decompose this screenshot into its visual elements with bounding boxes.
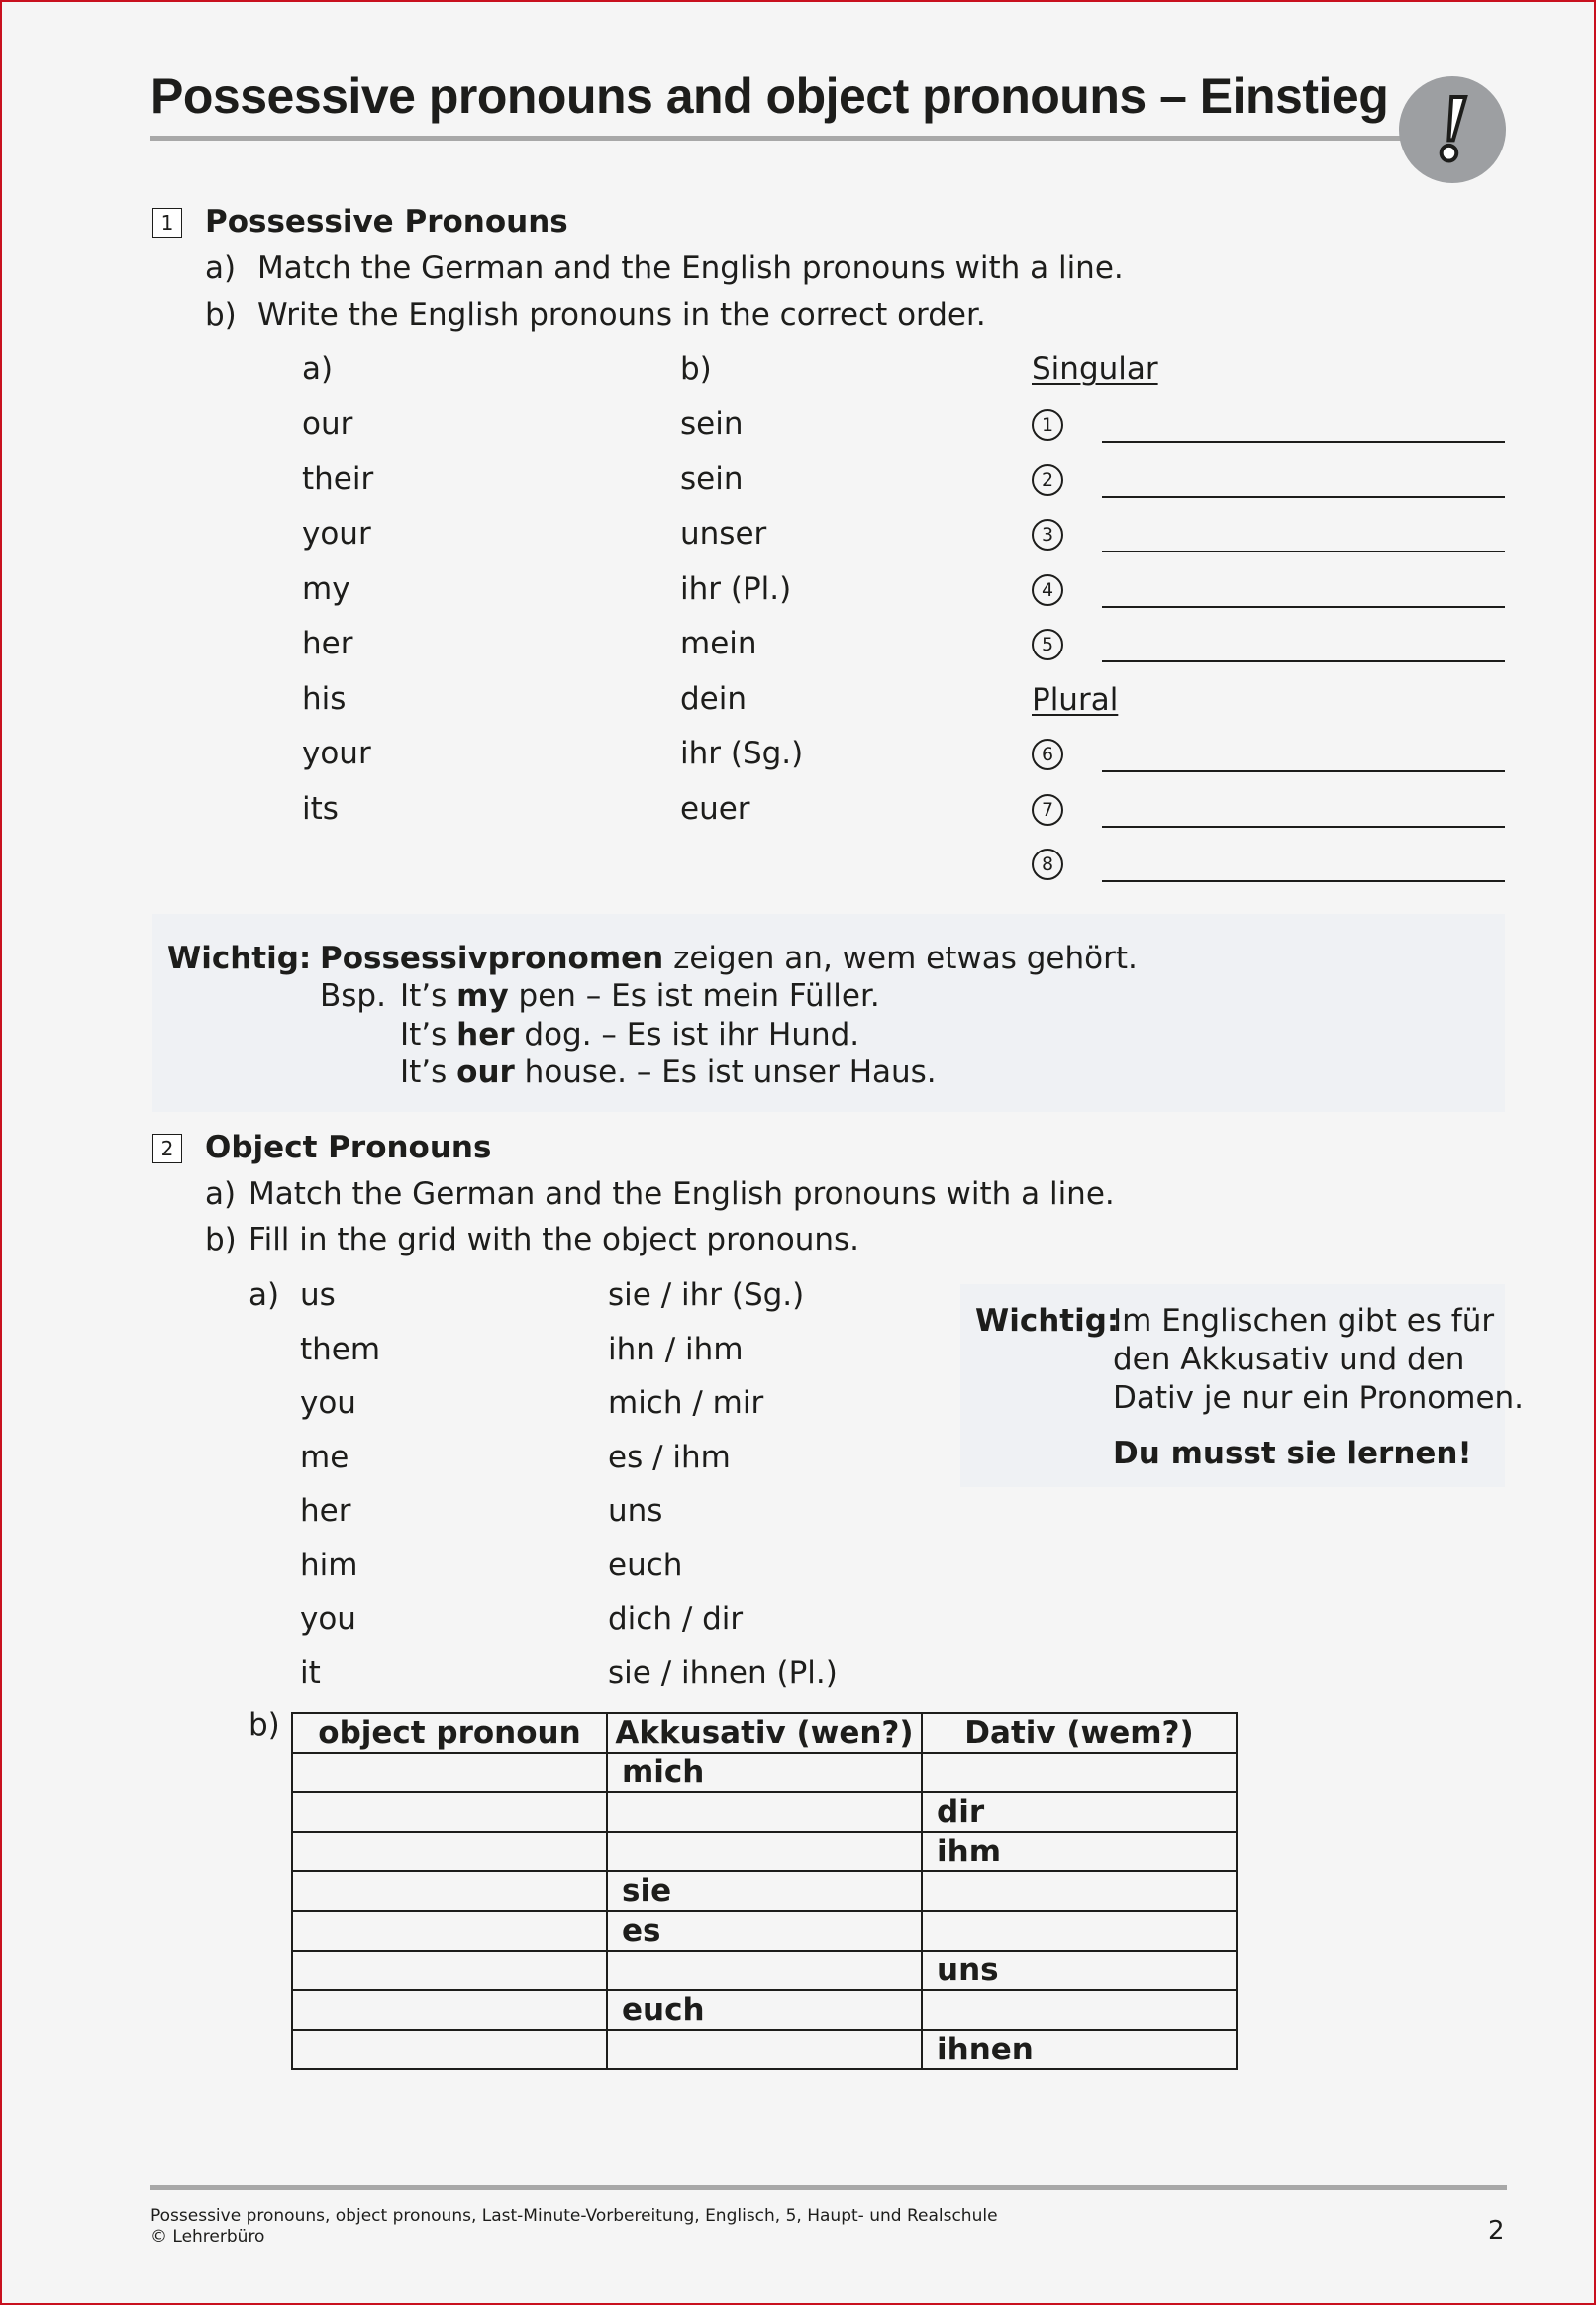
task-label: a) — [205, 251, 237, 286]
column-header: a) — [302, 351, 334, 387]
english-pronoun: their — [302, 460, 374, 497]
english-pronoun: you — [300, 1601, 356, 1637]
list-label: a) — [249, 1277, 280, 1313]
answer-line[interactable] — [1102, 496, 1505, 498]
task-instruction: Match the German and the English pronouns with a line. — [249, 1176, 1115, 1212]
plural-heading: Plural — [1032, 682, 1119, 718]
grid-cell: mich — [607, 1753, 922, 1792]
section-heading: Possessive Pronouns — [205, 204, 568, 240]
task-instruction: Fill in the grid with the object pronouns. — [249, 1222, 860, 1257]
task-label: b) — [205, 1222, 237, 1257]
number-circle: 7 — [1032, 794, 1063, 826]
number-circle: 1 — [1032, 409, 1063, 441]
number-circle: 5 — [1032, 629, 1063, 660]
german-pronoun: euer — [680, 790, 750, 827]
grid-header: object pronoun — [292, 1713, 607, 1753]
german-pronoun: dein — [680, 680, 748, 717]
german-pronoun: mein — [680, 626, 757, 661]
grid-cell-blank[interactable] — [292, 1951, 607, 1990]
grid-cell-blank[interactable] — [922, 1990, 1237, 2030]
german-pronoun: euch — [608, 1547, 683, 1583]
english-pronoun: his — [302, 680, 347, 717]
number-circle: 4 — [1032, 574, 1063, 606]
grid-row — [292, 1792, 1237, 1832]
grid-cell: uns — [922, 1951, 1237, 1990]
grid-cell-blank[interactable] — [292, 1792, 607, 1832]
grid-header: Dativ (wem?) — [922, 1713, 1237, 1753]
column-header: b) — [680, 351, 712, 387]
grid-row — [292, 1871, 1237, 1911]
section-number: 1 — [152, 208, 182, 238]
answer-line[interactable] — [1102, 551, 1505, 552]
grid-row — [292, 2030, 1237, 2069]
grid-cell: euch — [607, 1990, 922, 2030]
example-sentence: It’s her dog. – Es ist ihr Hund. — [400, 1016, 860, 1052]
grid-row — [292, 1911, 1237, 1951]
title-divider — [150, 136, 1408, 141]
german-pronoun: dich / dir — [608, 1601, 744, 1637]
info-text: Im Englischen gibt es für — [1113, 1303, 1495, 1339]
english-pronoun: our — [302, 406, 353, 442]
answer-line[interactable] — [1102, 606, 1505, 608]
grid-cell-blank[interactable] — [607, 1951, 922, 1990]
task-label: a) — [205, 1176, 237, 1212]
german-pronoun: sein — [680, 406, 744, 442]
answer-line[interactable] — [1102, 660, 1505, 662]
info-text: Dativ je nur ein Pronomen. — [1113, 1380, 1525, 1416]
english-pronoun: it — [300, 1654, 321, 1691]
number-circle: 6 — [1032, 739, 1063, 770]
grid-row — [292, 1990, 1237, 2030]
english-pronoun: her — [300, 1493, 351, 1529]
english-pronoun: them — [300, 1331, 381, 1367]
footer-source: Possessive pronouns, object pronouns, Last-Minute-Vorbereitung, Englisch, 5, Haupt- und Realschule — [150, 2206, 998, 2226]
grid-cell-blank[interactable] — [922, 1871, 1237, 1911]
singular-heading: Singular — [1032, 351, 1158, 387]
answer-line[interactable] — [1102, 770, 1505, 772]
answer-line[interactable] — [1102, 441, 1505, 443]
number-circle: 3 — [1032, 519, 1063, 551]
grid-cell: sie — [607, 1871, 922, 1911]
task-instruction: Match the German and the English pronouns with a line. — [257, 251, 1124, 286]
german-pronoun: sein — [680, 460, 744, 497]
grid-cell-blank[interactable] — [292, 1911, 607, 1951]
answer-line[interactable] — [1102, 880, 1505, 882]
english-pronoun: her — [302, 626, 353, 661]
footer-copyright: © Lehrerbüro — [150, 2227, 265, 2247]
english-pronoun: my — [302, 570, 350, 607]
grid-cell-blank[interactable] — [607, 1792, 922, 1832]
section-heading: Object Pronouns — [205, 1130, 492, 1165]
english-pronoun: me — [300, 1439, 349, 1475]
example-sentence: It’s our house. – Es ist unser Haus. — [400, 1054, 937, 1090]
german-pronoun: unser — [680, 516, 767, 551]
example-sentence: It’s my pen – Es ist mein Füller. — [400, 978, 880, 1014]
grid-cell: es — [607, 1911, 922, 1951]
grid-cell-blank[interactable] — [292, 1990, 607, 2030]
grid-row — [292, 1951, 1237, 1990]
grid-cell-blank[interactable] — [292, 1832, 607, 1871]
footer-divider — [150, 2185, 1507, 2190]
german-pronoun: ihn / ihm — [608, 1331, 744, 1367]
german-pronoun: ihr (Sg.) — [680, 736, 804, 771]
number-circle: 2 — [1032, 464, 1063, 496]
english-pronoun: its — [302, 790, 339, 827]
section-number: 2 — [152, 1134, 182, 1163]
grid-header: Akkusativ (wen?) — [607, 1713, 922, 1753]
german-pronoun: es / ihm — [608, 1439, 731, 1475]
grid-cell-blank[interactable] — [922, 1911, 1237, 1951]
grid-cell-blank[interactable] — [607, 1832, 922, 1871]
grid-cell: dir — [922, 1792, 1237, 1832]
pronoun-grid — [291, 1712, 1238, 2070]
number-circle: 8 — [1032, 849, 1063, 880]
english-pronoun: your — [302, 736, 371, 771]
answer-line[interactable] — [1102, 826, 1505, 828]
info-text: Possessivpronomen zeigen an, wem etwas gehört. — [320, 941, 1138, 976]
info-emphasis: Du musst sie lernen! — [1113, 1436, 1472, 1471]
info-text: den Akkusativ und den — [1113, 1342, 1465, 1377]
german-pronoun: mich / mir — [608, 1385, 764, 1421]
example-label: Bsp. — [320, 978, 386, 1014]
english-pronoun: you — [300, 1385, 356, 1421]
grid-cell-blank[interactable] — [292, 1753, 607, 1792]
grid-cell-blank[interactable] — [292, 2030, 607, 2069]
grid-row — [292, 1832, 1237, 1871]
grid-cell-blank[interactable] — [292, 1871, 607, 1911]
page-title: Possessive pronouns and object pronouns – Einstieg — [150, 68, 1389, 124]
german-pronoun: sie / ihnen (Pl.) — [608, 1654, 838, 1691]
english-pronoun: us — [300, 1277, 336, 1313]
german-pronoun: sie / ihr (Sg.) — [608, 1277, 805, 1313]
grid-label: b) — [249, 1707, 280, 1743]
english-pronoun: him — [300, 1547, 358, 1583]
german-pronoun: ihr (Pl.) — [680, 570, 792, 607]
page-number: 2 — [1488, 2216, 1505, 2246]
grid-cell-blank[interactable] — [607, 2030, 922, 2069]
grid-row — [292, 1753, 1237, 1792]
task-label: b) — [205, 297, 237, 333]
grid-cell: ihnen — [922, 2030, 1237, 2069]
grid-cell-blank[interactable] — [922, 1753, 1237, 1792]
german-pronoun: uns — [608, 1493, 663, 1529]
grid-cell: ihm — [922, 1832, 1237, 1871]
exclamation-icon: ! — [1399, 76, 1506, 183]
info-label: Wichtig: — [975, 1303, 1120, 1339]
task-instruction: Write the English pronouns in the correct order. — [257, 297, 986, 333]
info-label: Wichtig: — [167, 941, 312, 976]
english-pronoun: your — [302, 516, 371, 551]
